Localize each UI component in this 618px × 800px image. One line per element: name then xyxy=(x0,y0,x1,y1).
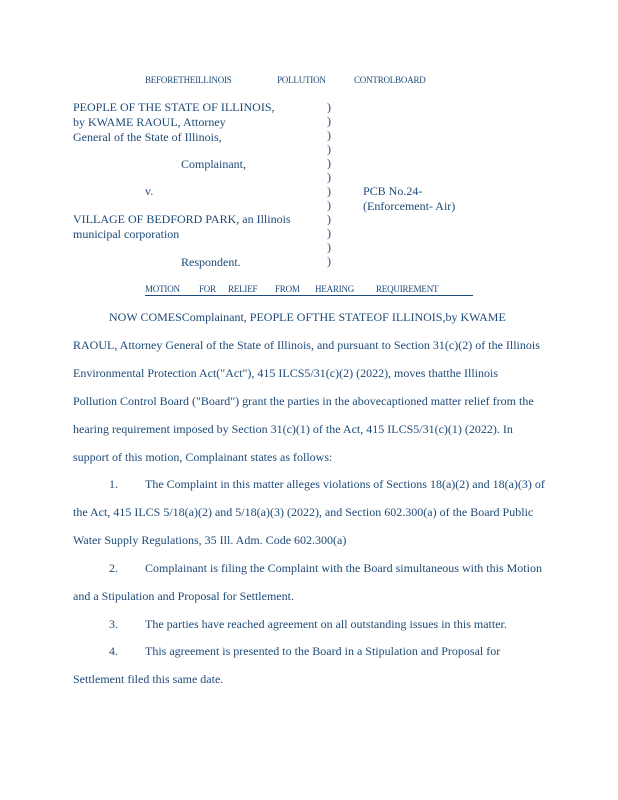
paragraph-line: hearing requirement imposed by Section 31(c)(1) of the Act, 415 ILCS5/31(c)(1) (2022). In xyxy=(73,422,513,436)
motion-title-word: MOTION xyxy=(145,284,180,294)
case-number: PCB No.24- xyxy=(363,184,423,198)
document-page: BEFORETHEILLINOIS POLLUTION CONTROLBOARD PEOPLE OF THE STATE OF ILLINOIS, by KWAME RAOUL, Attorney General of the State of Illinois, Complainant, v. VILLAGE OF BEDFORD PARK, an Illinois municipal corporation Respondent. ) ) ) ) ) ) ) ) ) ) ) ) PCB No.24- (Enforcement- Air) MOTION FOR RELIEF FROM HEARING REQUIREMENT NOW COMESComplainant, PEOPLE OFTHE STATEOF ILLINOIS,by KWAME RAOUL, Attorney General of the State of Illinois, and pursuant to Section 31(c)(2) of the Illinois Environmental Protection Act("Act"), 415 ILCS5/31(c)(2) (2022), moves thatthe Illinois Pollution Control Board ("Board") grant the parties in the abovecaptioned matter relief from the hearing requirement imposed by Section 31(c)(1) of the Act, 415 ILCS5/31(c)(1) (2022). In support of this motion, Complainant states as follows: 1. The Complaint in this matter alleges violations of Sections 18(a)(2) and 18(a)(3) of the Act, 415 ILCS 5/18(a)(2) and 5/18(a)(3) (2022), and Section 602.300(a) of the Board Public Water Supply Regulations, 35 Ill. Adm. Code 602.300(a) 2. Complainant is filing the Complaint with the Board simultaneous with this Motion and a Stipulation and Proposal for Settlement. 3. The parties have reached agreement on all outstanding issues in this matter. 4. This agreement is presented to the Board in a Stipulation and Proposal for Settlement filed this same date. xyxy=(73,75,545,686)
heading-part-1: BEFORETHEILLINOIS xyxy=(145,75,232,85)
item-number: 3. xyxy=(109,617,118,631)
caption-line: General of the State of Illinois, xyxy=(73,130,222,144)
item-line: The Complaint in this matter alleges violations of Sections 18(a)(2) and 18(a)(3) of xyxy=(145,477,545,491)
item-line: Settlement filed this same date. xyxy=(73,672,224,686)
title-underline xyxy=(145,295,473,296)
item-number: 2. xyxy=(109,561,118,575)
caption-complainant: Complainant, xyxy=(181,157,246,171)
motion-title-word: FOR xyxy=(199,284,216,294)
caption-respondent: Respondent. xyxy=(181,255,241,269)
motion-title-word: FROM xyxy=(275,284,300,294)
caption-line: PEOPLE OF THE STATE OF ILLINOIS, xyxy=(73,100,275,114)
heading-part-2: POLLUTION xyxy=(277,75,326,85)
item-line: Complainant is filing the Complaint with the Board simultaneous with this Motion xyxy=(145,561,542,575)
case-type: (Enforcement- Air) xyxy=(363,199,456,213)
caption-line: by KWAME RAOUL, Attorney xyxy=(73,115,226,129)
item-line: Water Supply Regulations, 35 Ill. Adm. Code 602.300(a) xyxy=(73,533,347,547)
item-number: 1. xyxy=(109,477,118,491)
motion-title-word: REQUIREMENT xyxy=(376,284,439,294)
item-line: the Act, 415 ILCS 5/18(a)(2) and 5/18(a)(3) (2022), and Section 602.300(a) of the Board Public xyxy=(73,505,534,519)
item-line: The parties have reached agreement on all outstanding issues in this matter. xyxy=(145,617,507,631)
caption-line: municipal corporation xyxy=(73,227,180,241)
caption-line: VILLAGE OF BEDFORD PARK, an Illinois xyxy=(73,212,291,226)
paragraph-line: RAOUL, Attorney General of the State of Illinois, and pursuant to Section 31(c)(2) of the Illinois xyxy=(73,338,540,352)
paragraph-line: support of this motion, Complainant states as follows: xyxy=(73,450,333,464)
item-line: and a Stipulation and Proposal for Settlement. xyxy=(73,589,294,603)
paragraph-line: Pollution Control Board ("Board") grant the parties in the abovecaptioned matter relief from the xyxy=(73,394,534,408)
item-number: 4. xyxy=(109,644,118,658)
motion-title-word: HEARING xyxy=(315,284,355,294)
paragraph-line: Environmental Protection Act("Act"), 415 ILCS5/31(c)(2) (2022), moves thatthe Illinois xyxy=(73,366,499,380)
caption-versus: v. xyxy=(145,184,154,198)
paragraph-line: NOW COMESComplainant, PEOPLE OFTHE STATEOF ILLINOIS,by KWAME xyxy=(109,310,506,324)
motion-title-word: RELIEF xyxy=(228,284,258,294)
heading-part-3: CONTROLBOARD xyxy=(354,75,426,85)
item-line: This agreement is presented to the Board in a Stipulation and Proposal for xyxy=(145,644,501,658)
